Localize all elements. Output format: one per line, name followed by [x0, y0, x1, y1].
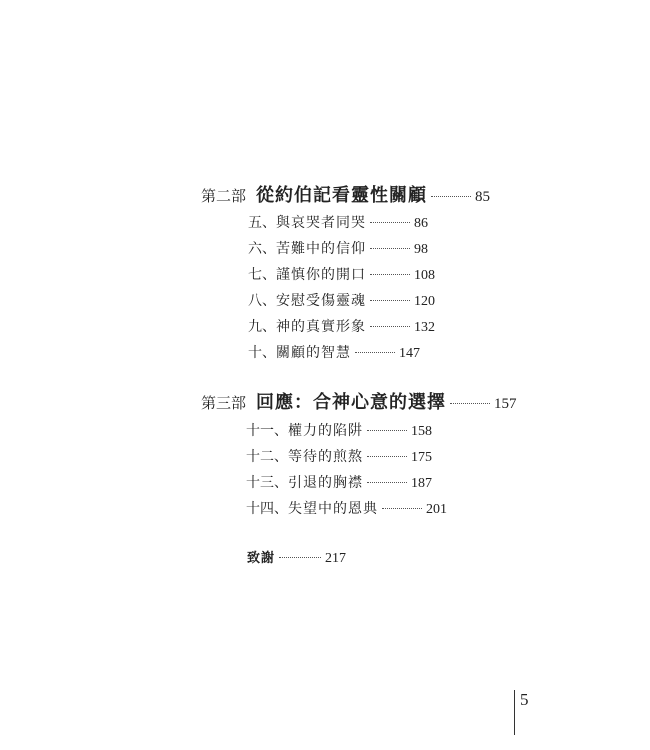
page-number: 120	[414, 294, 435, 309]
folio-page-number: 5	[520, 690, 529, 709]
dot-leader	[370, 274, 410, 275]
chapter-number: 十三、	[246, 475, 288, 491]
part-title: 從約伯記看靈性關顧	[256, 185, 428, 206]
part-heading	[201, 394, 517, 412]
part-label: 第二部	[201, 187, 247, 205]
toc-entry	[248, 242, 428, 257]
part-heading	[201, 187, 490, 205]
page-number: 175	[411, 450, 432, 465]
chapter-number: 七、	[248, 267, 276, 283]
toc-entry	[246, 450, 432, 465]
dot-leader	[367, 482, 407, 483]
toc-entry	[248, 216, 428, 231]
chapter-title: 權力的陷阱	[288, 423, 363, 439]
page-number: 85	[475, 189, 491, 205]
chapter-number: 五、	[248, 215, 276, 231]
toc-entry	[248, 346, 420, 361]
toc-entry	[248, 268, 435, 283]
dot-leader	[450, 403, 490, 404]
dot-leader	[279, 557, 321, 558]
chapter-title: 與哀哭者同哭	[276, 215, 366, 231]
chapter-number: 九、	[248, 319, 276, 335]
toc-entry	[246, 476, 432, 491]
dot-leader	[367, 456, 407, 457]
chapter-number: 十四、	[246, 501, 288, 517]
toc-entry-acknowledgements	[247, 552, 346, 566]
page-number: 158	[411, 424, 432, 439]
dot-leader	[431, 196, 471, 197]
chapter-title: 等待的煎熬	[288, 449, 363, 465]
chapter-title: 引退的胸襟	[288, 475, 363, 491]
page-number: 201	[426, 502, 447, 517]
part-title: 回應：合神心意的選擇	[256, 392, 447, 413]
folio-rule	[514, 690, 515, 735]
chapter-title: 失望中的恩典	[288, 501, 378, 517]
part-label: 第三部	[201, 394, 247, 412]
chapter-title: 苦難中的信仰	[276, 241, 366, 257]
toc-entry	[246, 424, 432, 439]
chapter-number: 十、	[248, 345, 276, 361]
dot-leader	[370, 300, 410, 301]
acknowledgements-title: 致謝	[247, 551, 276, 566]
dot-leader	[382, 508, 422, 509]
toc-entry	[248, 320, 435, 335]
chapter-title: 神的真實形象	[276, 319, 366, 335]
chapter-number: 十一、	[246, 423, 288, 439]
page-number: 86	[414, 216, 428, 231]
dot-leader	[367, 430, 407, 431]
dot-leader	[370, 326, 410, 327]
dot-leader	[355, 352, 395, 353]
dot-leader	[370, 222, 410, 223]
toc-entry	[248, 294, 435, 309]
dot-leader	[370, 248, 410, 249]
chapter-title: 關顧的智慧	[276, 345, 351, 361]
page-number: 108	[414, 268, 435, 283]
chapter-number: 八、	[248, 293, 276, 309]
chapter-title: 謹慎你的開口	[276, 267, 366, 283]
page-number: 98	[414, 242, 428, 257]
chapter-number: 十二、	[246, 449, 288, 465]
toc-entry	[246, 502, 447, 517]
page-number: 147	[399, 346, 420, 361]
page-number: 187	[411, 476, 432, 491]
chapter-number: 六、	[248, 241, 276, 257]
page-number: 217	[325, 551, 347, 566]
chapter-title: 安慰受傷靈魂	[276, 293, 366, 309]
page-number: 157	[494, 396, 517, 412]
page-number: 132	[414, 320, 435, 335]
